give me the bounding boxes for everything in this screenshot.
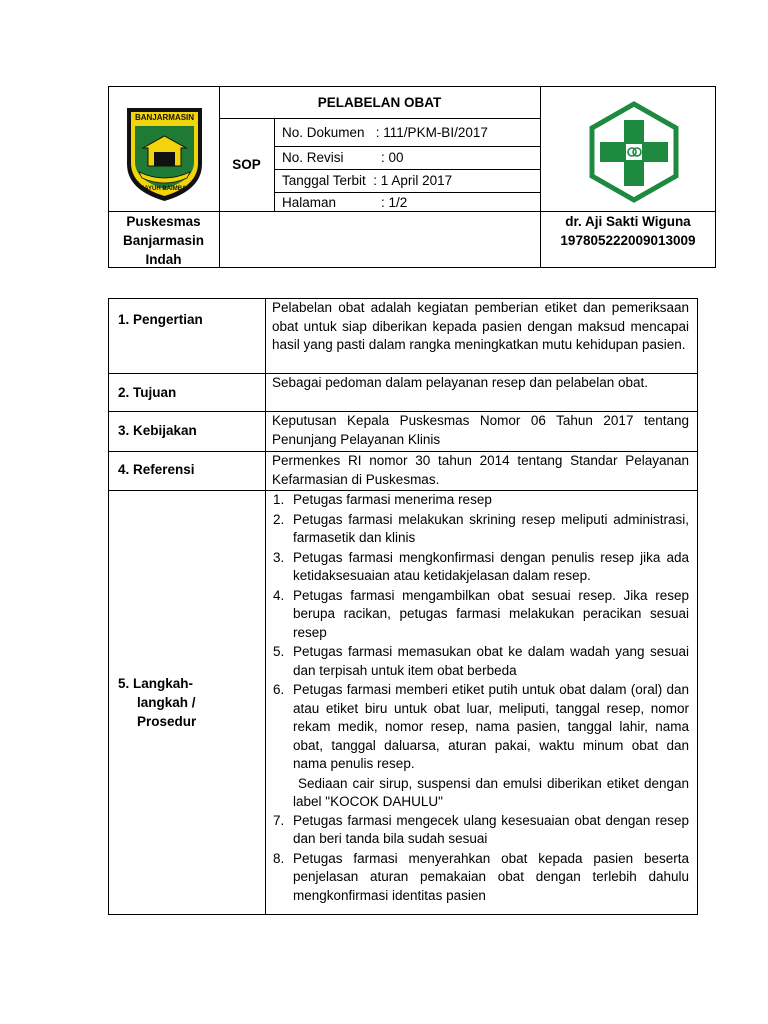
revision-number: No. Revisi : 00 — [282, 150, 404, 165]
org-name-line3: Indah — [145, 252, 182, 267]
issue-date: Tanggal Terbit : 1 April 2017 — [282, 173, 453, 188]
pengertian-text: Pelabelan obat adalah kegiatan pemberian etiket dan pemeriksaan obat untuk siap diberikan kepada pasien dengan maksud mencapai hasil yang pasti dalam rangka meningkatkan mutu kehidupan pasien. — [272, 300, 689, 352]
prosedur-label-line3: Prosedur — [137, 714, 197, 729]
sop-label: SOP — [232, 157, 261, 172]
org-name-line2: Banjarmasin — [122, 233, 205, 248]
list-item: 1. Petugas farmasi menerima resep — [273, 492, 492, 507]
org-name-line1: Puskesmas — [126, 214, 201, 229]
emblem-bottom-text: KAYUH BAIMBAI — [139, 186, 189, 192]
tujuan-text: Sebagai pedoman dalam pelayanan resep dan pelabelan obat. — [272, 375, 649, 390]
document-number: No. Dokumen : 111/PKM-BI/2017 — [282, 125, 488, 140]
head-nip: 197805222009013009 — [560, 233, 696, 248]
prosedur-steps — [273, 491, 693, 906]
tujuan-label: 2. Tujuan — [118, 385, 177, 400]
kebijakan-text: Keputusan Kepala Puskesmas Nomor 06 Tahun 2017 tentang Penunjang Pelayanan Klinis — [272, 413, 689, 447]
head-of-puskesmas — [540, 212, 716, 250]
kocok-dahulu-note: Sediaan cair sirup, suspensi dan emulsi diberikan etiket dengan label "KOCOK DAHULU" — [293, 775, 693, 809]
document-title: PELABELAN OBAT — [317, 95, 442, 110]
list-item: 4. Petugas farmasi mengambilkan obat sesuai resep. Jika resep berupa racikan, petugas farmasi melakukan peracikan sesuai resep — [273, 587, 689, 640]
emblem-top-text: BANJARMASIN — [134, 113, 195, 122]
head-name: dr. Aji Sakti Wiguna — [565, 214, 691, 229]
page-number: Halaman : 1/2 — [282, 195, 408, 210]
list-item: 3. Petugas farmasi mengkonfirmasi dengan penulis resep jika ada ketidaksesuaian atau ketidakjelasan dalam resep. — [273, 549, 689, 583]
pengertian-label: 1. Pengertian — [118, 312, 203, 327]
prosedur-label-line2: langkah / — [137, 695, 196, 710]
referensi-label: 4. Referensi — [118, 462, 195, 477]
referensi-text: Permenkes RI nomor 30 tahun 2014 tentang Standar Pelayanan Kefarmasian di Puskesmas. — [272, 453, 689, 487]
org-name — [108, 212, 219, 269]
list-item: 6. Petugas farmasi memberi etiket putih untuk obat dalam (oral) dan atau etiket biru untuk obat luar, meliputi, tanggal resep, nomor rekam medik, nomor resep, nama pasien, tanggal lahir, nama obat, tanggal daluarsa, aturan pakai, waktu minum obat dan nama penulis resep. — [273, 682, 689, 771]
list-item: 5. Petugas farmasi memasukan obat ke dalam wadah yang sesuai dan terpisah untuk item obat berbeda — [273, 644, 689, 678]
kebijakan-label: 3. Kebijakan — [118, 423, 197, 438]
prosedur-label — [118, 674, 196, 731]
list-item: 7. Petugas farmasi mengecek ulang kesesuaian obat dengan resep dan beri tanda bila sudah sesuai — [273, 812, 689, 846]
puskesmas-logo-icon — [582, 100, 686, 204]
list-item: 8. Petugas farmasi menyerahkan obat kepada pasien beserta penjelasan aturan pemakaian obat dengan terlebih dahulu mengkonfirmasi identitas pasien — [273, 850, 689, 903]
prosedur-label-line1: 5. Langkah- — [118, 676, 194, 691]
list-item: 2. Petugas farmasi melakukan skrining resep meliputi administrasi, farmasetik dan klinis — [273, 511, 689, 545]
